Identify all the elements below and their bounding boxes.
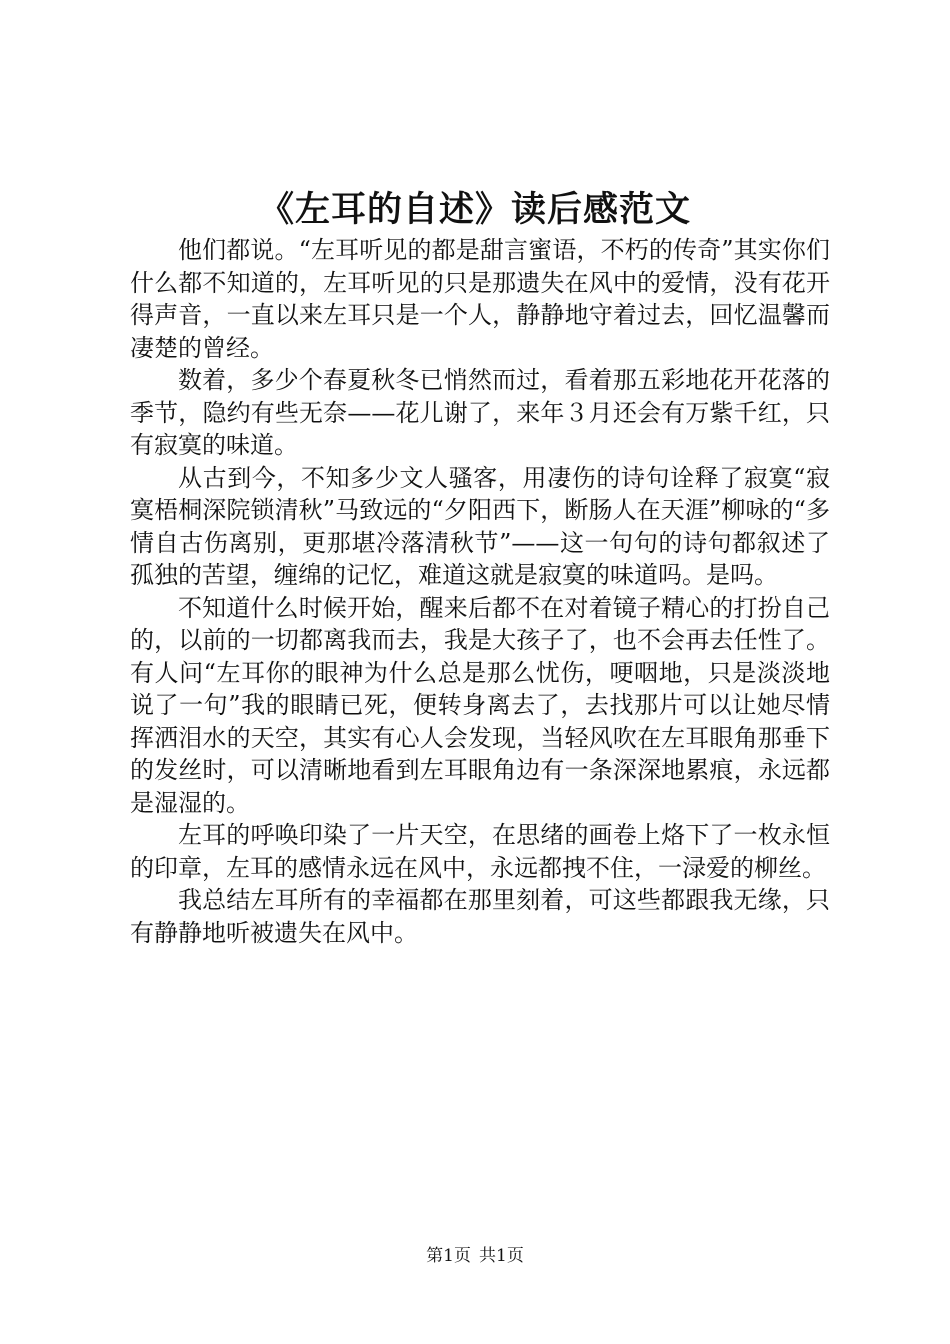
paragraph-2: 数着，多少个春夏秋冬已悄然而过，看着那五彩地花开花落的季节，隐约有些无奈——花儿谢了，来年３月还会有万紫千红，只有寂寞的味道。 [130,366,830,459]
page-total: 共1页 [479,1246,524,1266]
paragraph-4: 不知道什么时候开始，醒来后都不在对着镜子精心的打扮自己的，以前的一切都离我而去，我是大孩子了，也不会再去任性了。有人问“左耳你的眼神为什么总是那么忧伤，哽咽地，只是淡淡地说了一句”我的眼睛已死，便转身离去了，去找那片可以让她尽情挥洒泪水的天空，其实有心人会发现，当轻风吹在左耳眼角那垂下的发丝时，可以清晰地看到左耳眼角边有一条深深地累痕，永远都是湿湿的。 [130,593,830,817]
paragraph-3: 从古到今，不知多少文人骚客，用凄伤的诗句诠释了寂寞“寂寞梧桐深院锁清秋”马致远的“夕阳西下，断肠人在天涯”柳咏的“多情自古伤离别，更那堪冷落清秋节”——这一句句的诗句都叙述了孤独的苦望，缠绵的记忆，难道这就是寂寞的味道吗。是吗。 [130,463,830,589]
page-footer [0,1244,950,1268]
paragraph-1: 他们都说。“左耳听见的都是甜言蜜语，不朽的传奇”其实你们什么都不知道的，左耳听见的只是那遗失在风中的爱情，没有花开得声音，一直以来左耳只是一个人，静静地守着过去，回忆温馨而凄楚的曾经。 [130,236,830,362]
paragraph-6: 我总结左耳所有的幸福都在那里刻着，可这些都跟我无缘，只有静静地听被遗失在风中。 [130,886,830,947]
document-body [130,234,830,949]
page-number: 第1页 [426,1246,471,1266]
paragraph-5: 左耳的呼唤印染了一片天空，在思绪的画卷上烙下了一枚永恒的印章，左耳的感情永远在风中，永远都拽不住，一渌爱的柳丝。 [130,821,830,882]
document-title: 《左耳的自述》读后感范文 [258,189,691,230]
